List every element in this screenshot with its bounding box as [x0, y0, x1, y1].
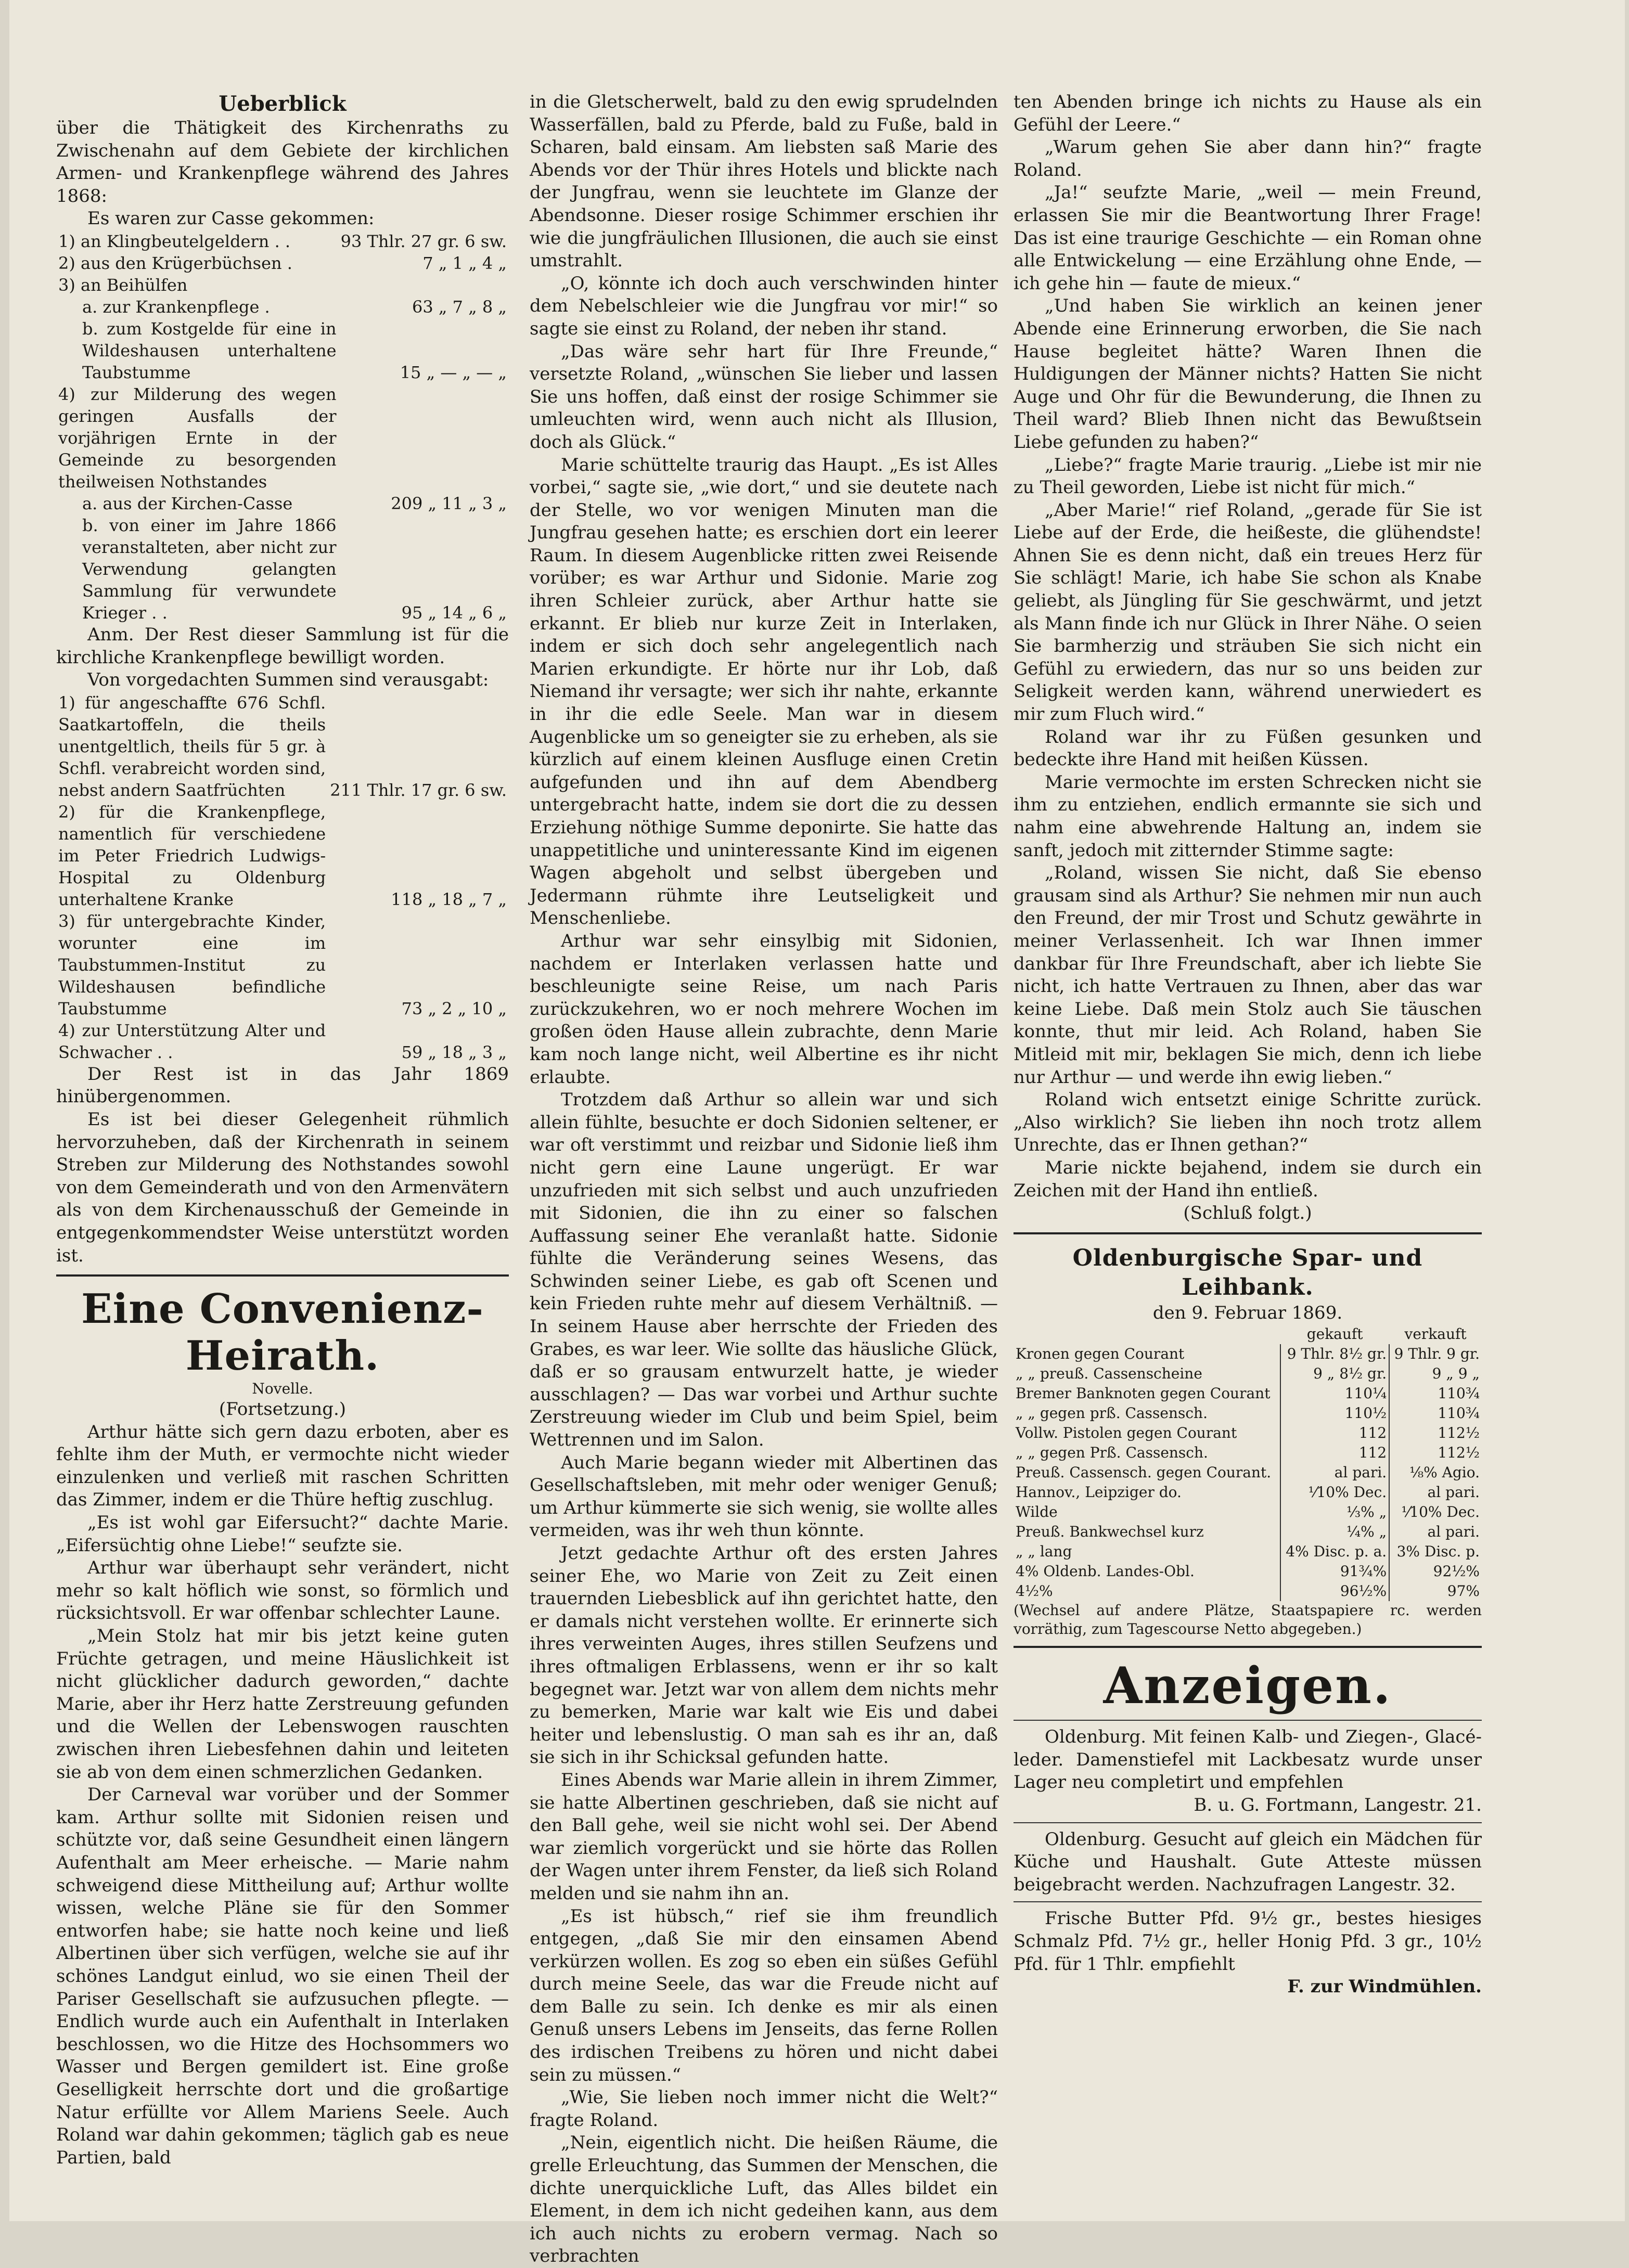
novelle-paragraph: Der Carneval war vorüber und der Sommer kam. Arthur sollte mit Sidonien reisen und schützte vor, daß seine Gesundheit einen längern Aufenthalt am Meer erheische. — Marie nahm schweigend diese Mittheilung auf; Arthur wollte wissen, welche Pläne sie für den Sommer entworfen habe; sie hatte noch keine und ließ Albertinen über sich verfügen, welche sie auf ihr schönes Landgut einlud, wo sie einen Theil der Pariser Gesellschaft sie aufzusuchen pflegte. — Endlich wurde auch ein Aufenthalt in Interlaken beschlossen, wo die Hitze des Hochsommers wo Wasser und Bergen gemildert ist. Eine große Geselligkeit herrschte dort und die großartige Natur erfüllte vor Allem Mariens Seele. Auch Roland war dahin gekommen; täglich gab es neue Partien, bald: [56, 1784, 509, 2168]
table-row: „ „ gegen Prß. Cassensch. 112 112½: [1014, 1443, 1482, 1463]
novelle-end: (Schluß folgt.): [1183, 1203, 1312, 1224]
novelle-title: Eine Convenienz-Heirath.: [81, 1285, 484, 1380]
novelle-genre: Novelle.: [252, 1380, 313, 1398]
ueberblick-subtitle: über die Thätigkeit des Kirchenraths zu Zwischenahn auf dem Gebiete der kirchlichen Armen- und Krankenpflege während des Jahres 1868:: [56, 118, 509, 207]
novelle-cont: (Fortsetzung.): [219, 1399, 347, 1420]
einnahmen-table: [56, 230, 509, 624]
table-row: Wilde ⅓% „ ⅟10% Dec.: [1014, 1502, 1482, 1522]
bank-note: (Wechsel auf andere Plätze, Staatspapiere rc. werden vorräthig, zum Tagescourse Netto abgegeben.): [1014, 1602, 1482, 1638]
table-row: „ „ lang 4% Disc. p. a. 3% Disc. p.: [1014, 1542, 1482, 1562]
ueberblick-anm: Anm. Der Rest dieser Sammlung ist für die kirchliche Krankenpflege bewilligt worden.: [56, 624, 509, 668]
table-row: Preuß. Bankwechsel kurz ¼% „ al pari.: [1014, 1522, 1482, 1542]
column-2: [530, 91, 998, 2268]
novelle-paragraph: „Roland, wissen Sie nicht, daß Sie ebenso grausam sind als Arthur? Sie nehmen mir nun auch den Freund, der mir Trost und Schutz gewährte in meiner Verlassenheit. Ich war Ihnen immer dankbar für Ihre Freundschaft, aber ich liebte Sie nicht, ich hatte Vertrauen zu Ihnen, aber das war keine Liebe. Daß mein Stolz auch Sie täuschen konnte, thut mir leid. Ach Roland, haben Sie Mitleid mit mir, beklagen Sie mich, denn ich liebe nur Arthur — und werde ihn ewig lieben.“: [1014, 862, 1482, 1088]
ausgaben-table: [56, 692, 509, 1063]
novelle-paragraph: „Das wäre sehr hart für Ihre Freunde,“ versetzte Roland, „wünschen Sie lieber und lassen Sie uns hoffen, daß einst der rosige Schimmer sie umleuchten wird, wenn auch nicht als Illusion, doch als Glück.“: [530, 341, 998, 453]
novelle-paragraph: in die Gletscherwelt, bald zu den ewig sprudelnden Wasserfällen, bald zu Pferde, bald zu Fuße, bald in Scharen, bald einsam. Am liebsten saß Marie des Abends vor der Thür ihres Hotels und blickte nach der Jungfrau, wenn sie leuchtete im Glanze der Abendsonne. Dieser rosige Schimmer erschien ihr wie die jungfräulichen Illusionen, die auch sie einst umstrahlt.: [530, 92, 998, 272]
table-row: 2) aus den Krügerbüchsen . 7 „ 1 „ 4 „: [58, 253, 507, 273]
table-row: b. von einer im Jahre 1866 veranstalteten, aber nicht zur Verwendung gelangten Sammlung für verwundete Krieger . . 95 „ 14 „ 6 „: [82, 515, 507, 623]
table-row: Hannov., Leipziger do. ⅟10% Dec. al pari.: [1014, 1483, 1482, 1502]
ueberblick-rest: Der Rest ist in das Jahr 1869 hinübergenommen.: [56, 1063, 509, 1107]
novelle-paragraph: „O, könnte ich doch auch verschwinden hinter dem Nebelschleier wie die Jungfrau vor mir!“ so sagte sie einst zu Roland, der neben ihr stand.: [530, 273, 998, 339]
table-header: gekauft verkauft: [1306, 1325, 1467, 1343]
novelle-paragraph: „Wie, Sie lieben noch immer nicht die Welt?“ fragte Roland.: [530, 2087, 998, 2131]
ad-text: Frische Butter Pfd. 9½ gr., bestes hiesiges Schmalz Pfd. 7½ gr., heller Honig Pfd. 3 gr., 10½ Pfd. für 1 Thlr. empfiehlt: [1014, 1908, 1482, 1975]
newspaper-page: [9, 0, 1625, 2267]
bank-date: den 9. Februar 1869.: [1152, 1302, 1343, 1323]
ueberblick-intro: Es waren zur Casse gekommen:: [87, 208, 375, 229]
table-row: a. zur Krankenpflege . 63 „ 7 „ 8 „: [82, 297, 507, 317]
novelle-paragraph: Auch Marie begann wieder mit Albertinen das Gesellschaftsleben, mit mehr oder weniger Genuß; um Arthur kümmerte sie sich wenig, sie wollte alles vermeiden, was ihr weh thun könnte.: [530, 1452, 998, 1541]
novelle-paragraph: ten Abenden bringe ich nichts zu Hause als ein Gefühl der Leere.“: [1014, 92, 1482, 135]
novelle-paragraph: „Und haben Sie wirklich an keinen jener Abende eine Erinnerung erworben, die Sie nach Hause begleitet hätte? Waren Ihnen die Huldigungen der Männer nichts? Hatten Sie nicht Auge und Ohr für die Bewunderung, die Ihnen zu Theil ward? Blieb Ihnen nicht das Bewußtsein Liebe gefunden zu haben?“: [1014, 295, 1482, 453]
table-row: Bremer Banknoten gegen Courant 110¼ 110¾: [1014, 1384, 1482, 1403]
divider: [56, 1274, 509, 1277]
table-row: a. aus der Kirchen-Casse 209 „ 11 „ 3 „: [82, 493, 507, 513]
novelle-paragraph: „Liebe?“ fragte Marie traurig. „Liebe ist mir nie zu Theil geworden, Liebe ist nicht für mich.“: [1014, 454, 1482, 498]
novelle-paragraph: „Ja!“ seufzte Marie, „weil — mein Freund, erlassen Sie mir die Beantwortung Ihrer Frage! Das ist eine traurige Geschichte — ein Roman ohne alle Entwickelung — eine Erzählung ohne Ende, — ich gehe hin — faute de mieux.“: [1014, 182, 1482, 294]
novelle-paragraph: „Mein Stolz hat mir bis jetzt keine guten Früchte getragen, und meine Häuslichkeit ist nicht glücklicher dadurch geworden,“ dachte Marie, aber ihr Herz hatte Zerstreuung gefunden und die Wellen der Lebenswogen rauschten zwischen ihren Liebesfehnen dahin und leiteten sie ab von dem einen schmerzlichen Gedanken.: [56, 1626, 509, 1783]
table-row: b. zum Kostgelde für eine in Wildeshausen unterhaltene Taubstumme 15 „ — „ — „: [82, 318, 507, 382]
table-row: „ „ preuß. Cassenscheine 9 „ 8½ gr. 9 „ 9 „: [1014, 1364, 1482, 1384]
novelle-paragraph: „Es ist wohl gar Eifersucht?“ dachte Marie. „Eifersüchtig ohne Liebe!“ seufzte sie.: [56, 1512, 509, 1556]
ad-signature: F. zur Windmühlen.: [1287, 1976, 1482, 1998]
novelle-paragraph: „Aber Marie!“ rief Roland, „gerade für Sie ist Liebe auf der Erde, die heißeste, die glühendste! Ahnen Sie es denn nicht, daß ein treues Herz für Sie schlägt! Marie, ich habe Sie schon als Knabe geliebt, als Jüngling für Sie geschwärmt, und jetzt als Mann finde ich nur Glück in Ihrer Nähe. O seien Sie barmherzig und sträuben Sie sich nicht ein Gefühl zu erwiedern, das nur so uns beiden zur Seligkeit werden kann, während unerwiedert es mir zum Fluch wird.“: [1014, 499, 1482, 725]
ad-text: Oldenburg. Mit feinen Kalb- und Ziegen-, Glacé-leder. Damenstiefel mit Lackbesatz wurde unser Lager neu completirt und empfehlen: [1014, 1726, 1482, 1793]
column-3: [1014, 91, 1482, 1999]
anzeigen-title: Anzeigen.: [1103, 1656, 1392, 1716]
table-row: Kronen gegen Courant 9 Thlr. 8½ gr. 9 Thlr. 9 gr.: [1014, 1344, 1482, 1364]
novelle-paragraph: Roland war ihr zu Füßen gesunken und bedeckte ihre Hand mit heißen Küssen.: [1014, 726, 1482, 770]
bank-title: Oldenburgische Spar- und Leihbank.: [1072, 1244, 1423, 1300]
ueberblick-title: Ueberblick: [219, 92, 347, 116]
novelle-paragraph: „Warum gehen Sie aber dann hin?“ fragte Roland.: [1014, 137, 1482, 181]
novelle-paragraph: „Nein, eigentlich nicht. Die heißen Räume, die grelle Erleuchtung, das Summen der Menschen, die dichte unerquickliche Luft, das Alles bildet ein Element, in dem ich nicht gedeihen kann, aus dem ich auch nichts zu erobern vermag. Nach so verbrachten: [530, 2132, 998, 2267]
table-row: „ „ gegen prß. Cassensch. 110½ 110¾: [1014, 1403, 1482, 1423]
table-row: 1) für angeschaffte 676 Schfl. Saatkartoffeln, die theils unentgeltlich, theils für 5 gr. à Schfl. verabreicht worden sind, nebst andern Saatfrüchten 211 Thlr. 17 gr. 6 sw.: [58, 692, 507, 800]
divider: [1014, 1232, 1482, 1234]
divider: [1014, 1901, 1482, 1902]
novelle-paragraph: Roland wich entsetzt einige Schritte zurück. „Also wirklich? Sie lieben ihn noch trotz allem Unrechte, das er Ihnen gethan?“: [1014, 1089, 1482, 1156]
table-row: Preuß. Cassensch. gegen Courant. al pari. ⅛% Agio.: [1014, 1463, 1482, 1483]
divider: [1014, 1646, 1482, 1648]
table-row: 1) an Klingbeutelgeldern . . 93 Thlr. 27 gr. 6 sw.: [58, 231, 507, 251]
column-1: [56, 91, 509, 2169]
table-row: 4) zur Unterstützung Alter und Schwacher . . 59 „ 18 „ 3 „: [58, 1020, 507, 1062]
novelle-paragraph: „Es ist hübsch,“ rief sie ihm freundlich entgegen, „daß Sie mir den einsamen Abend verkürzen wollen. Es zog so eben ein süßes Gefühl durch meine Seele, das war die Freude nicht auf dem Balle zu sein. Ich denke es mir als einen Genuß unsers Lebens im Jenseits, das ferne Rollen des irdischen Treibens zu hören und nicht dabei sein zu müssen.“: [530, 1905, 998, 2085]
novelle-paragraph: Arthur war sehr einsylbig mit Sidonien, nachdem er Interlaken verlassen hatte und beschleunigte seine Reise, um nach Paris zurückzukehren, wo er noch mehrere Wochen im großen öden Hause allein zubrachte, denn Marie kam noch lange nicht, weil Albertine es ihr nicht erlaubte.: [530, 930, 998, 1088]
table-row: 3) an Beihülfen: [58, 275, 188, 295]
novelle-paragraph: Arthur hätte sich gern dazu erboten, aber es fehlte ihm der Muth, er vermochte nicht wieder einzulenken und verließ mit raschen Schritten das Zimmer, indem er die Thüre heftig zuschlug.: [56, 1421, 509, 1511]
novelle-paragraph: Trotzdem daß Arthur so allein war und sich allein fühlte, besuchte er doch Sidonien seltener, er war oft verstimmt und reizbar und Sidonie ließ ihm nicht gern eine Laune ungerügt. Er war unzufrieden mit sich selbst und auch unzufrieden mit Sidonien, die ihn zu einer so falschen Auffassung seiner Ehe veranlaßt hatte. Sidonie fühlte die Veränderung seines Wesens, das Schwinden seiner Liebe, es gab oft Scenen und kein Frieden ruhte mehr auf diesem Verhältniß. — In seinem Hause aber herrschte der Frieden des Grabes, es war leer. Wie sollte das häusliche Glück, daß er so grausam entwurzelt hatte, je wieder ausschlagen? — Das war vorbei und Arthur suchte Zerstreuung wieder im Club und beim Spiel, beim Wettrennen und im Salon.: [530, 1089, 998, 1451]
novelle-paragraph: Marie schüttelte traurig das Haupt. „Es ist Alles vorbei,“ sagte sie, „wie dort,“ und sie deutete nach der Stelle, wo vor wenigen Minuten man die Jungfrau gesehen hatte; es erschien dort ein leerer Raum. In diesem Augenblicke ritten zwei Reisende vorüber; es war Arthur und Sidonie. Marie zog ihren Schleier zurück, aber Arthur hatte sie erkannt. Er blieb nur kurze Zeit in Interlaken, indem er sich doch sehr angelegentlich nach Marien erkundigte. Er hörte nur ihr Lob, daß Niemand ihr versagte; wer sich ihr nahte, erkannte in ihr die edle Seele. Man war in diesem Augenblicke um so geneigter sie zu erheben, als sie kürzlich auf einem kleinen Ausfluge einen Cretin aufgefunden und ihn auf dem Abendberg untergebracht hatte, indem sie dort die zu dessen Erziehung nöthige Summe deponirte. Sie hatte das unappetitliche und uninteressante Kind im eigenen Wagen abgeholt und selbst übergeben und Jedermann rühmte ihre Leutseligkeit und Menschenliebe.: [530, 454, 998, 929]
novelle-paragraph: Jetzt gedachte Arthur oft des ersten Jahres seiner Ehe, wo Marie von Zeit zu Zeit einen trauernden Liebesblick auf ihn gerichtet hatte, den er damals nicht verstehen wollte. Er erinnerte sich ihres verweinten Auges, ihres stillen Seufzens und ihres oftmaligen Erblassens, wenn er ihr so kalt begegnet war. Jetzt war von allem dem nichts mehr zu bemerken, Marie war kalt wie Eis und dabei heiter und lebenslustig. O man sah es ihr an, daß sie sich in ihr Schicksal gefunden hatte.: [530, 1543, 998, 1768]
table-row: 2) für die Krankenpflege, namentlich für verschiedene im Peter Friedrich Ludwigs-Hospital zu Oldenburg unterhaltene Kranke 118 „ 18 „ 7 „: [58, 802, 507, 909]
ueberblick-closing: Es ist bei dieser Gelegenheit rühmlich hervorzuheben, daß der Kirchenrath in seinem Streben zur Milderung des Nothstandes sowohl von dem Gemeinderath und von den Armenvätern als von dem Kirchenausschuß der Gemeinde in entgegenkommendster Weise unterstützt worden ist.: [56, 1109, 509, 1266]
novelle-paragraph: Marie nickte bejahend, indem sie durch ein Zeichen mit der Hand ihn entließ.: [1014, 1157, 1482, 1201]
divider: [1014, 1720, 1482, 1721]
novelle-paragraph: Eines Abends war Marie allein in ihrem Zimmer, sie hatte Albertinen geschrieben, daß sie nicht auf den Ball gehe, weil sie nicht wohl sei. Der Abend war ziemlich vorgerückt und sie hörte das Rollen der Wagen unter ihrem Fenster, da ließ sich Roland melden und sie nahm ihn an.: [530, 1769, 998, 1904]
novelle-paragraph: Arthur war überhaupt sehr verändert, nicht mehr so kalt höflich wie sonst, so förmlich und rücksichtsvoll. Er war offenbar schlechter Laune.: [56, 1557, 509, 1624]
ad-text: Oldenburg. Gesucht auf gleich ein Mädchen für Küche und Haushalt. Gute Atteste müssen beigebracht werden. Nachzufragen Langestr. 32.: [1014, 1828, 1482, 1895]
bank-rates-table: [1014, 1324, 1482, 1601]
table-row: Vollw. Pistolen gegen Courant 112 112½: [1014, 1423, 1482, 1443]
table-row: 3) für untergebrachte Kinder, worunter eine im Taubstummen-Institut zu Wildeshausen befindliche Taubstumme 73 „ 2 „ 10 „: [58, 911, 507, 1019]
table-row: 4% Oldenb. Landes-Obl. 91¾% 92½%: [1014, 1562, 1482, 1581]
divider: [1014, 1822, 1482, 1823]
ad-signature: B. u. G. Fortmann, Langestr. 21.: [1194, 1795, 1482, 1816]
ueberblick-ausgabe-intro: Von vorgedachten Summen sind verausgabt:: [87, 669, 489, 691]
novelle-paragraph: Marie vermochte im ersten Schrecken nicht sie ihm zu entziehen, endlich ermannte sie sich und nahm eine abwehrende Haltung an, indem sie sanft, jedoch mit zitternder Stimme sagte:: [1014, 771, 1482, 861]
table-row: 4½% 96½% 97%: [1014, 1581, 1482, 1601]
table-row: 4) zur Milderung des wegen geringen Ausfalls der vorjährigen Ernte in der Gemeinde zu besorgenden theilweisen Nothstandes: [58, 384, 337, 492]
